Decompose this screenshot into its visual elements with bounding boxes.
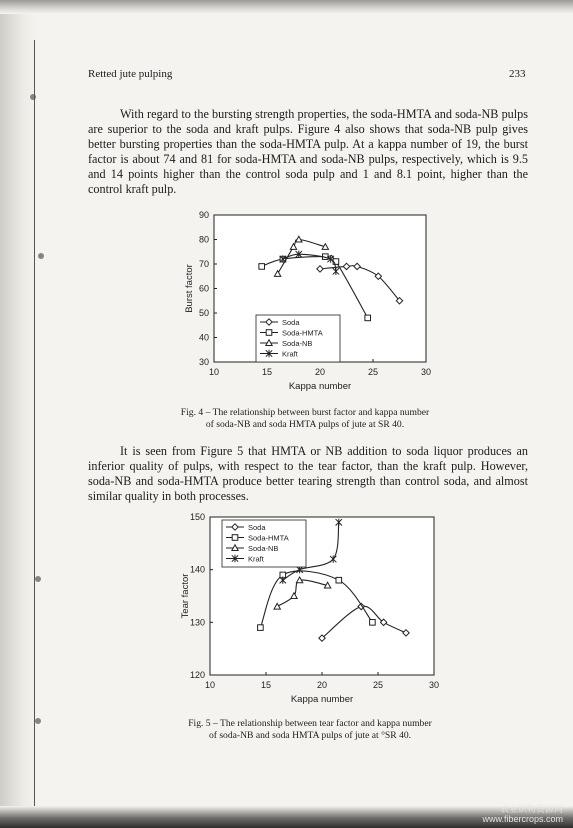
y-tick-label: 80	[198, 234, 209, 245]
x-tick-label: 30	[420, 367, 432, 377]
figure-5-caption-line1: Fig. 5 – The relationship between tear factor and kappa number	[188, 718, 432, 729]
data-point-soda-hmta	[336, 577, 342, 583]
watermark	[482, 804, 563, 824]
x-tick-label: 15	[261, 367, 273, 377]
watermark-line2: www.fibercrops.com	[482, 814, 563, 824]
figure-5-caption	[165, 718, 455, 742]
legend-label-kraft: Kraft	[248, 554, 264, 564]
y-tick-label: 60	[198, 283, 209, 294]
legend	[222, 520, 306, 567]
legend-label-soda-hmta: Soda-HMTA	[248, 533, 289, 543]
binding-gutter-line	[34, 40, 35, 810]
x-tick-label: 25	[367, 367, 379, 377]
paragraph-tear-text: It is seen from Figure 5 that HMTA or NB addition to soda liquor produces an inferior quality of pulps, with respect to the tear factor, than the kraft pulp. However, soda-NB and soda-HMTA produce better tearing strength than control soda, and almost similar quality in both processes.	[88, 444, 528, 503]
figure-4-burst-chart	[172, 205, 442, 405]
y-tick-label: 40	[198, 332, 209, 343]
legend-label-soda: Soda	[282, 318, 300, 327]
legend-label-kraft: Kraft	[282, 349, 298, 359]
legend-label-soda-hmta: Soda-HMTA	[282, 328, 323, 338]
paragraph-burst	[88, 107, 528, 197]
scan-speck	[35, 576, 41, 582]
x-axis-label: Kappa number	[288, 381, 352, 392]
y-tick-label: 50	[198, 308, 209, 318]
scan-shadow-left	[0, 0, 38, 828]
scan-speck	[30, 94, 36, 100]
scan-shadow-top	[0, 0, 573, 14]
x-tick-label: 10	[204, 680, 216, 690]
legend-marker-soda-hmta	[232, 535, 238, 541]
y-tick-label: 120	[189, 670, 205, 680]
legend-label-soda: Soda	[248, 523, 266, 532]
y-axis-label: Tear factor	[180, 573, 191, 619]
x-tick-label: 10	[208, 367, 220, 377]
data-point-soda-hmta	[259, 264, 265, 270]
figure-4-caption-line2: of soda-NB and soda HMTA pulps of jute at SR 40.	[205, 419, 405, 430]
x-tick-label: 20	[314, 367, 326, 377]
figure-5-caption-line2: of soda-NB and soda HMTA pulps of jute at °SR 40.	[208, 730, 412, 741]
x-tick-label: 30	[428, 680, 440, 690]
page-number: 233	[509, 68, 526, 80]
legend-marker-soda-hmta	[266, 330, 272, 336]
figure-4-caption	[170, 407, 440, 431]
x-axis-label: Kappa number	[290, 694, 354, 705]
running-title: Retted jute pulping	[88, 68, 173, 80]
scan-speck	[35, 718, 41, 724]
y-tick-label: 90	[198, 210, 209, 220]
y-tick-label: 70	[198, 259, 209, 269]
y-axis-label: Burst factor	[184, 264, 195, 313]
x-tick-label: 15	[260, 680, 272, 690]
paragraph-burst-text: With regard to the bursting strength properties, the soda-HMTA and soda-NB pulps are superior to the soda and kraft pulps. Figure 4 also shows that soda-NB pulp gives better bursting properties than the soda-HMTA pulp. At a kappa number of 19, the burst factor is about 74 and 81 for soda-HMTA and soda-NB pulps, respectively, which is 9.5 and 14 points higher than the control soda pulp and 1 and 8.1 point, higher than the control kraft pulp.	[88, 107, 528, 196]
watermark-line1: 农业织物资源网	[499, 804, 563, 814]
legend-label-soda-nb: Soda-NB	[248, 544, 279, 553]
figure-5-tear-chart	[165, 507, 450, 715]
data-point-soda-hmta	[365, 315, 371, 321]
x-tick-label: 25	[372, 680, 384, 690]
legend-label-soda-nb: Soda-NB	[282, 339, 313, 348]
scan-speck	[38, 253, 44, 259]
data-point-soda-hmta	[370, 620, 376, 626]
data-point-soda-hmta	[258, 625, 264, 631]
figure-4-caption-line1: Fig. 4 – The relationship between burst factor and kappa number	[180, 407, 430, 418]
legend	[256, 315, 340, 362]
y-tick-label: 130	[189, 617, 205, 628]
y-tick-label: 140	[189, 564, 205, 575]
y-tick-label: 30	[198, 357, 209, 367]
x-tick-label: 20	[316, 680, 328, 690]
paragraph-tear	[88, 444, 528, 504]
y-tick-label: 150	[189, 512, 205, 522]
